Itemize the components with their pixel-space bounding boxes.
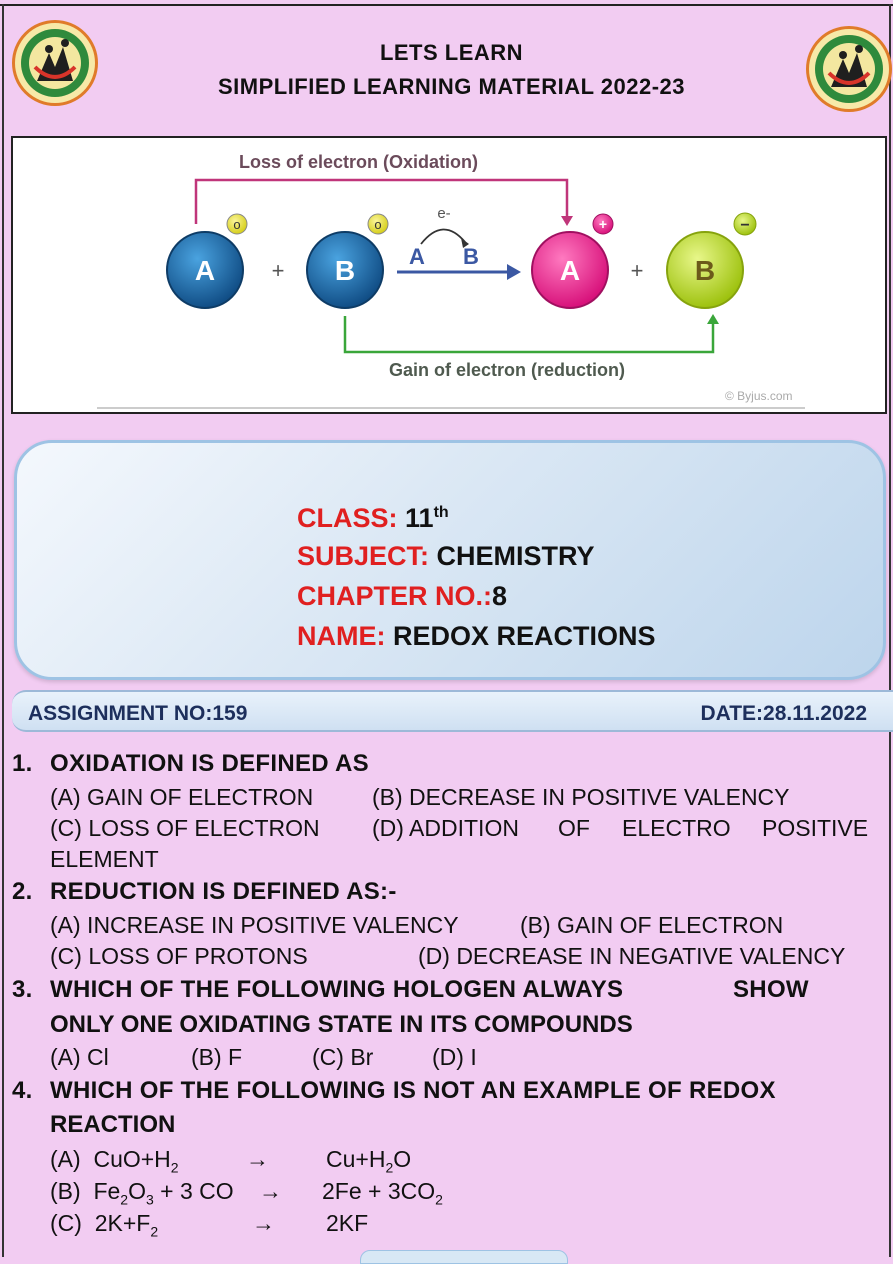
chapter-line: CHAPTER NO.:8 bbox=[297, 581, 508, 611]
q4-option-b: (B) $Fe_2O_3 + 3$ CO bbox=[50, 1178, 234, 1208]
image-credit: © Byjus.com bbox=[725, 389, 793, 403]
svg-text:o: o bbox=[233, 217, 241, 232]
q1-option-d-word4: POSITIVE bbox=[762, 815, 869, 841]
q1-option-d-word5: ELEMENT bbox=[50, 846, 159, 872]
page-border-left bbox=[2, 4, 4, 1257]
page-subtitle: SIMPLIFIED LEARNING MATERIAL 2022-23 bbox=[217, 74, 686, 99]
q3-option-d: (D) I bbox=[432, 1044, 477, 1070]
q4-option-b-arrow: → bbox=[259, 1178, 282, 1204]
class-line: CLASS: 11th bbox=[297, 503, 449, 533]
q1-option-c: (C) LOSS OF ELECTRON bbox=[50, 815, 320, 841]
name-line: NAME: REDOX REACTIONS bbox=[297, 621, 656, 651]
page-border-right bbox=[889, 4, 891, 1257]
svg-text:+: + bbox=[598, 216, 608, 232]
plus-sign-2: + bbox=[630, 258, 644, 283]
question-3-line2: ONLY ONE OXIDATING STATE IN ITS COMPOUNDS bbox=[50, 1011, 633, 1038]
assignment-date: DATE:28.11.2022 bbox=[700, 702, 867, 725]
school-logo-right bbox=[806, 26, 892, 112]
question-4: 4. WHICH OF THE FOLLOWING IS NOT AN EXAMPLE OF REDOX bbox=[12, 1077, 776, 1104]
question-4-line2: REACTION bbox=[50, 1111, 176, 1138]
question-3: 3. WHICH OF THE FOLLOWING HOLOGEN ALWAYS bbox=[12, 976, 624, 1003]
q2-option-a: (A) INCREASE IN POSITIVE VALENCY bbox=[50, 912, 459, 938]
redox-diagram bbox=[11, 136, 887, 414]
q4-option-a: (A) $CuO+H_2$ bbox=[50, 1146, 179, 1176]
school-logo-left bbox=[12, 20, 98, 106]
svg-text:B: B bbox=[334, 255, 356, 286]
q4-option-a-arrow: → bbox=[246, 1146, 269, 1172]
reduction-label: Gain of electron (reduction) bbox=[389, 360, 626, 380]
q2-option-d: (D) DECREASE IN NEGATIVE VALENCY bbox=[418, 943, 846, 969]
plus-sign-1: + bbox=[271, 258, 285, 283]
electron-label: e- bbox=[437, 205, 451, 222]
q4-option-c-arrow: → bbox=[252, 1210, 275, 1236]
q1-option-d-word2: OF bbox=[558, 815, 590, 841]
q2-option-c: (C) LOSS OF PROTONS bbox=[50, 943, 308, 969]
info-box bbox=[14, 440, 886, 680]
reduction-arrow bbox=[345, 316, 713, 352]
q1-option-a: (A) GAIN OF ELECTRON bbox=[50, 784, 314, 810]
oxidation-label: Loss of electron (Oxidation) bbox=[239, 152, 479, 172]
q4-option-c-product: 2KF bbox=[326, 1210, 369, 1236]
q3-option-c: (C) Br bbox=[312, 1044, 374, 1070]
arrow-label-a: A bbox=[409, 244, 425, 269]
question-2: 2. REDUCTION IS DEFINED AS:- bbox=[12, 878, 397, 905]
question-3-end: SHOW bbox=[733, 976, 809, 1003]
svg-text:B: B bbox=[694, 255, 716, 286]
question-1: 1. OXIDATION IS DEFINED AS bbox=[12, 750, 369, 777]
q3-option-a: (A) Cl bbox=[50, 1044, 109, 1070]
q2-option-b: (B) GAIN OF ELECTRON bbox=[520, 912, 784, 938]
assignment-bar bbox=[12, 690, 893, 732]
next-section-tab bbox=[360, 1250, 568, 1264]
subject-line: SUBJECT: CHEMISTRY bbox=[297, 541, 595, 571]
svg-text:A: A bbox=[194, 255, 216, 286]
q4-option-a-product: $Cu+H_2O$ bbox=[326, 1146, 412, 1176]
assignment-number: ASSIGNMENT NO:159 bbox=[28, 702, 248, 725]
electron-transfer-curve bbox=[421, 229, 465, 244]
q4-option-b-product: $2Fe + 3CO_2$ bbox=[322, 1178, 443, 1208]
arrow-label-b: B bbox=[463, 244, 479, 269]
q1-option-d-word3: ELECTRO bbox=[622, 815, 731, 841]
page-border-top bbox=[0, 4, 893, 6]
page-title: LETS LEARN bbox=[379, 40, 524, 65]
q1-option-d: (D) ADDITION bbox=[372, 815, 519, 841]
q4-option-c: (C) $2K+F_2$ bbox=[50, 1210, 159, 1240]
svg-text:o: o bbox=[374, 217, 382, 232]
svg-text:A: A bbox=[559, 255, 581, 286]
svg-text:−: − bbox=[740, 217, 750, 234]
q1-option-b: (B) DECREASE IN POSITIVE VALENCY bbox=[372, 784, 790, 810]
q3-option-b: (B) F bbox=[191, 1044, 243, 1070]
